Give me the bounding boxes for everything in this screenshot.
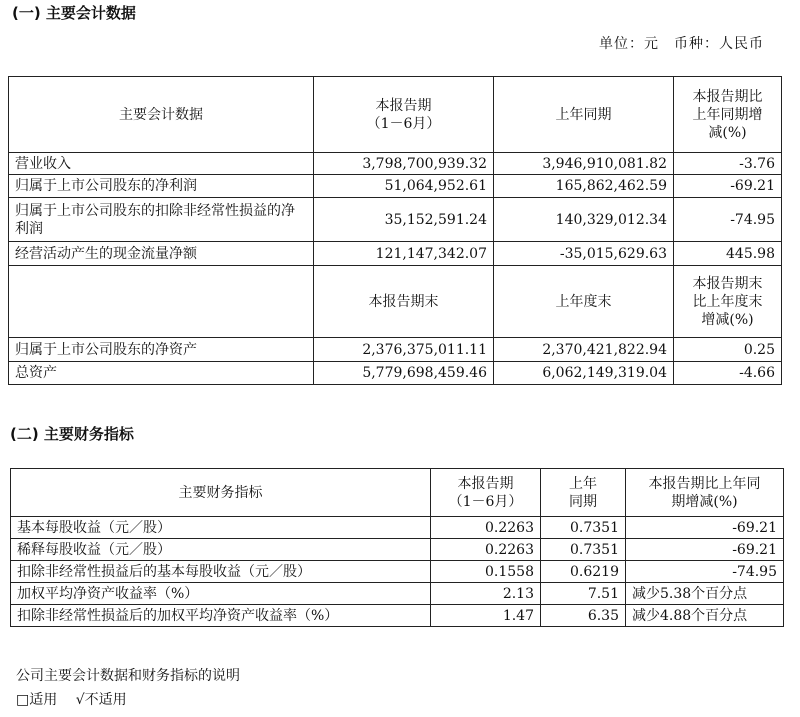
header-current-line2: （1－6月） <box>366 115 441 132</box>
header-change <box>626 469 784 517</box>
row-change: -69.21 <box>626 517 784 539</box>
row-current: 3,798,700,939.32 <box>314 153 494 175</box>
row-label: 经营活动产生的现金流量净额 <box>9 242 314 266</box>
table2-header-row <box>11 469 784 517</box>
row-current: 2.13 <box>431 583 541 605</box>
subheader-change-line3: 增减(%) <box>701 311 754 328</box>
row-change: -74.95 <box>626 561 784 583</box>
row-change: -69.21 <box>674 175 782 198</box>
main-accounting-data-table <box>8 76 782 385</box>
header-prior-period: 上年同期 <box>494 77 674 153</box>
header-change-line3: 减(%) <box>708 124 747 141</box>
row-label: 稀释每股收益（元／股） <box>11 539 431 561</box>
header-label: 主要财务指标 <box>11 469 431 517</box>
row-prior: 0.6219 <box>541 561 626 583</box>
table1-header-row <box>9 77 782 153</box>
row-prior: 0.7351 <box>541 517 626 539</box>
row-current: 2,376,375,011.11 <box>314 338 494 362</box>
table-row <box>11 605 784 627</box>
row-prior: 0.7351 <box>541 539 626 561</box>
header-prior-line2: 同期 <box>569 493 597 510</box>
row-label: 加权平均净资产收益率（%） <box>11 583 431 605</box>
subheader-change-line1: 本报告期末 <box>692 275 763 292</box>
section2-title: (二) 主要财务指标 <box>10 425 134 443</box>
row-current: 1.47 <box>431 605 541 627</box>
table-row <box>9 242 782 266</box>
header-current-line1: 本报告期 <box>375 97 432 114</box>
row-prior: 7.51 <box>541 583 626 605</box>
row-prior: -35,015,629.63 <box>494 242 674 266</box>
financial-indicators-table <box>10 468 784 627</box>
table-row <box>9 338 782 362</box>
header-change-line1: 本报告期比上年同 <box>648 475 761 492</box>
row-label: 扣除非经常性损益后的基本每股收益（元／股） <box>11 561 431 583</box>
table-row <box>11 583 784 605</box>
row-current: 5,779,698,459.46 <box>314 362 494 385</box>
row-prior: 165,862,462.59 <box>494 175 674 198</box>
row-change: 0.25 <box>674 338 782 362</box>
subheader-change-line2: 比上年度末 <box>692 293 763 310</box>
row-change: -4.66 <box>674 362 782 385</box>
section1-title: (一) 主要会计数据 <box>12 4 136 22</box>
header-change <box>674 77 782 153</box>
row-change: -74.95 <box>674 198 782 242</box>
row-current: 35,152,591.24 <box>314 198 494 242</box>
header-prior-line1: 上年 <box>569 475 597 492</box>
header-prior-period <box>541 469 626 517</box>
row-change: 减少4.88个百分点 <box>626 605 784 627</box>
table-row <box>9 362 782 385</box>
header-change-line2: 上年同期增 <box>692 106 763 123</box>
table-row <box>11 539 784 561</box>
row-label: 归属于上市公司股东的净资产 <box>9 338 314 362</box>
header-change-line1: 本报告期比 <box>692 88 763 105</box>
row-current: 0.2263 <box>431 539 541 561</box>
table1-subheader-row <box>9 266 782 338</box>
row-change: 445.98 <box>674 242 782 266</box>
row-label: 扣除非经常性损益后的加权平均净资产收益率（%） <box>11 605 431 627</box>
row-current: 0.2263 <box>431 517 541 539</box>
subheader-current-end: 本报告期末 <box>314 266 494 338</box>
option-not-applicable[interactable]: √不适用 <box>75 692 127 708</box>
row-label: 归属于上市公司股东的净利润 <box>9 175 314 198</box>
subheader-change <box>674 266 782 338</box>
notes-title: 公司主要会计数据和财务指标的说明 <box>16 668 240 684</box>
row-prior: 6,062,149,319.04 <box>494 362 674 385</box>
table-row <box>9 198 782 242</box>
row-change: -69.21 <box>626 539 784 561</box>
table-row <box>11 561 784 583</box>
header-current-period <box>431 469 541 517</box>
subheader-prior-year-end: 上年度末 <box>494 266 674 338</box>
row-change: -3.76 <box>674 153 782 175</box>
header-current-line1: 本报告期 <box>457 475 514 492</box>
row-current: 51,064,952.61 <box>314 175 494 198</box>
row-label: 总资产 <box>9 362 314 385</box>
row-prior: 3,946,910,081.82 <box>494 153 674 175</box>
notes-section <box>16 664 240 712</box>
table-row <box>9 153 782 175</box>
unit-currency-line: 单位：元 币种：人民币 <box>599 36 764 52</box>
row-label: 营业收入 <box>9 153 314 175</box>
table-row <box>9 175 782 198</box>
header-label: 主要会计数据 <box>9 77 314 153</box>
row-prior: 6.35 <box>541 605 626 627</box>
header-change-line2: 期增减(%) <box>671 493 738 510</box>
option-applicable[interactable]: □适用 <box>16 692 58 708</box>
applicability-options <box>16 688 240 712</box>
row-current: 121,147,342.07 <box>314 242 494 266</box>
row-current: 0.1558 <box>431 561 541 583</box>
row-change: 减少5.38个百分点 <box>626 583 784 605</box>
table-row <box>11 517 784 539</box>
row-prior: 2,370,421,822.94 <box>494 338 674 362</box>
header-current-period <box>314 77 494 153</box>
row-label: 归属于上市公司股东的扣除非经常性损益的净利润 <box>9 198 314 242</box>
row-label: 基本每股收益（元／股） <box>11 517 431 539</box>
subheader-empty <box>9 266 314 338</box>
header-current-line2: （1－6月） <box>448 493 523 510</box>
row-prior: 140,329,012.34 <box>494 198 674 242</box>
